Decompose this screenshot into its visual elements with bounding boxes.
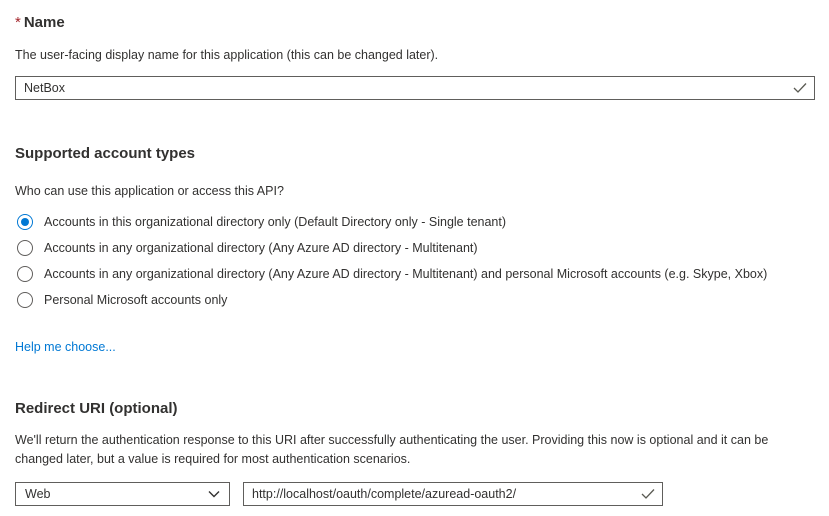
radio-button-icon[interactable] <box>17 240 33 256</box>
required-asterisk: * <box>15 14 21 31</box>
radio-option-multitenant-personal[interactable] <box>15 261 815 287</box>
help-me-choose-link[interactable]: Help me choose... <box>15 340 116 354</box>
radio-option-label[interactable]: Accounts in this organizational directory only (Default Directory only - Single tenant) <box>44 215 507 229</box>
chevron-down-icon <box>208 490 220 498</box>
name-description: The user-facing display name for this application (this can be changed later). <box>15 48 439 62</box>
account-types-question: Who can use this application or access this API? <box>15 184 284 198</box>
radio-option-label[interactable]: Personal Microsoft accounts only <box>44 293 228 307</box>
radio-option-label[interactable]: Accounts in any organizational directory (Any Azure AD directory - Multitenant) <box>44 241 478 255</box>
name-section-heading <box>15 13 815 33</box>
account-types-heading: Supported account types <box>15 145 196 162</box>
platform-select-dropdown[interactable] <box>15 482 230 506</box>
account-types-radio-group <box>15 209 815 313</box>
radio-option-single-tenant[interactable] <box>15 209 815 235</box>
name-label: Name <box>23 14 65 31</box>
name-input[interactable] <box>16 77 814 99</box>
redirect-uri-heading: Redirect URI (optional) <box>15 400 178 417</box>
platform-selected-value: Web <box>25 487 51 501</box>
radio-button-icon[interactable] <box>17 266 33 282</box>
radio-button-icon[interactable] <box>17 292 33 308</box>
redirect-uri-row <box>15 482 815 506</box>
radio-option-label[interactable]: Accounts in any organizational directory (Any Azure AD directory - Multitenant) and personal Microsoft accounts (e.g. Skype, Xbox) <box>44 267 768 281</box>
radio-option-multitenant[interactable] <box>15 235 815 261</box>
radio-button-icon[interactable] <box>17 214 33 230</box>
redirect-uri-description: We'll return the authentication response to this URI after successfully authenticating the user. Providing this now is optional and it can be changed later, but a value is required for most authentication scenarios. <box>15 433 769 466</box>
redirect-uri-field[interactable] <box>243 482 663 506</box>
redirect-uri-input[interactable] <box>244 483 662 505</box>
name-field[interactable] <box>15 76 815 100</box>
radio-option-personal-only[interactable] <box>15 287 815 313</box>
